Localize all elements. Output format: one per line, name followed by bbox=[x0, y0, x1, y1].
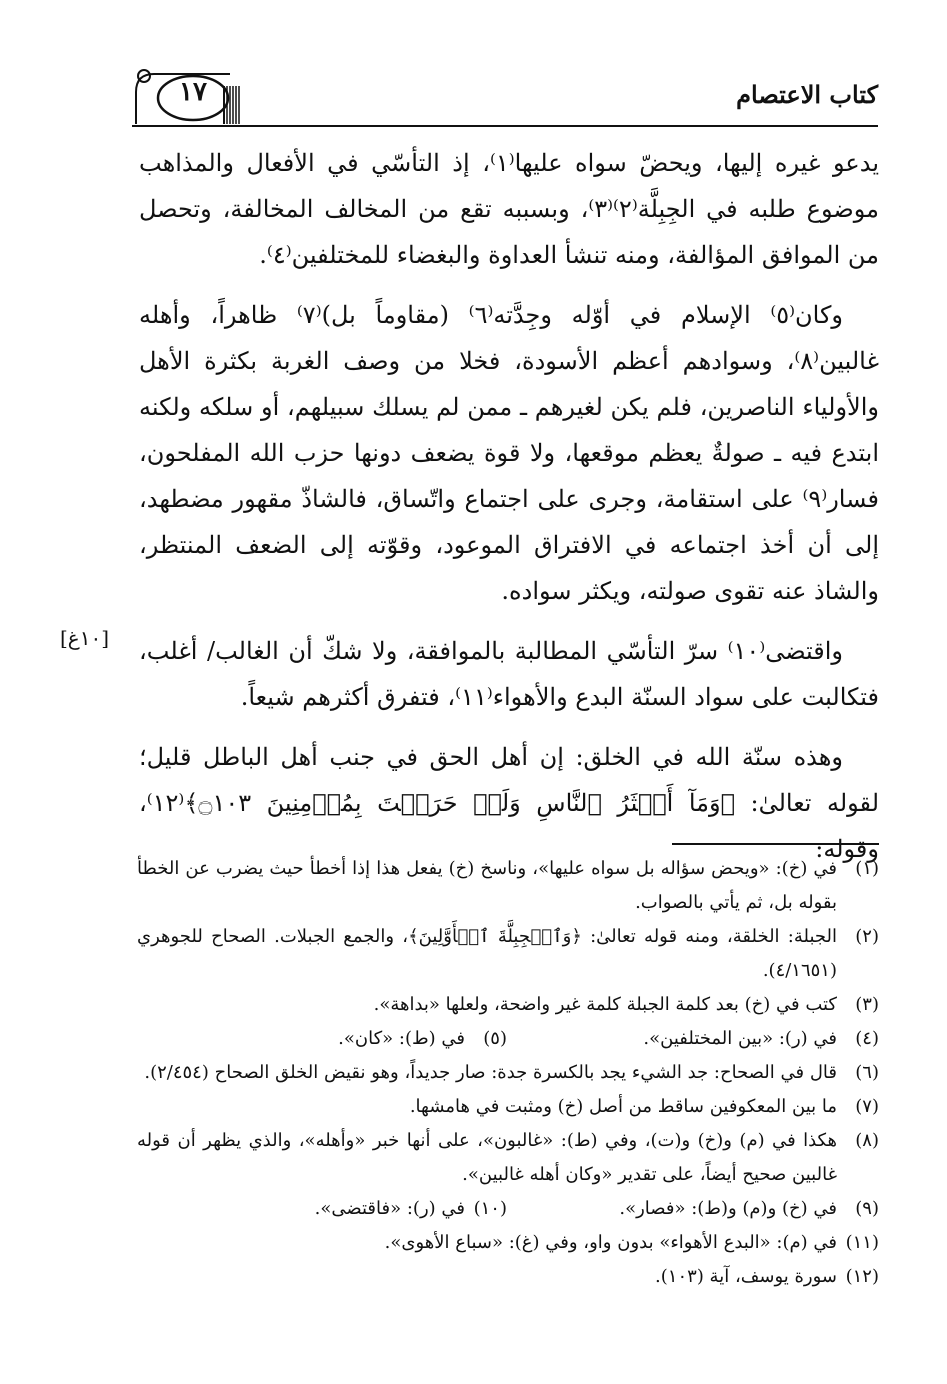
footnote-text: كتب في (خ) بعد كلمة الجبلة كلمة غير واضحة، ولعلها «بداهة». bbox=[373, 994, 837, 1015]
footnote bbox=[137, 988, 879, 1022]
footnote-text: في (ر): «فاقتضى». bbox=[314, 1198, 465, 1219]
footnote-separator bbox=[672, 843, 879, 845]
footnote bbox=[137, 1124, 879, 1192]
footnote-text: في (خ) و(م) و(ط): «فصار». bbox=[619, 1198, 837, 1219]
footnote-row bbox=[137, 1022, 879, 1056]
footnote-text: في (م): «البدع الأهواء» بدون واو، وفي (غ): «سباع الأهوى». bbox=[384, 1232, 837, 1253]
paragraph: وكان⁽٥⁾ الإسلام في أوّله وجِدَّته⁽٦⁾ (مقاوماً بل)⁽٧⁾ ظاهراً، وأهله غالبين⁽٨⁾، وسوادهم أعظم الأسودة، فخلا من وصف الغربة بكثرة الأهل والأولياء الناصرين، فلم يكن لغيرهم ـ ممن لم يسلك سبيلهم، أو سلكه ولكنه ابتدع فيه ـ صولةٌ يعظم موقعها، ولا قوة يضعف دونها حزب الله المفلحون، فسار⁽٩⁾ على استقامة، وجرى على اجتماع واتّساق، فالشاذّ مقهور مضطهد، إلى أن أخذ اجتماعه في الافتراق الموعود، وقوّته إلى الضعف المنتظر، والشاذ عنه تقوى صولته، ويكثر سواده. bbox=[139, 301, 879, 605]
footnote-text: في (ط): «كان». bbox=[338, 1028, 465, 1049]
footnote-number: (١٠) bbox=[473, 1198, 507, 1219]
footnote bbox=[507, 1192, 879, 1226]
footnote bbox=[338, 1022, 507, 1056]
footnote-text: قال في الصحاح: جد الشيء يجد بالكسرة جدة: صار جديداً، وهو نقيض الخلق الصحاح (٢/٤٥٤). bbox=[144, 1062, 837, 1083]
footnote-number: (٨) bbox=[855, 1130, 879, 1151]
footnote-text: في (ر): «بين المختلفين». bbox=[643, 1028, 837, 1049]
book-title: كتاب الاعتصام bbox=[736, 80, 878, 109]
footnote-number: (٢) bbox=[855, 926, 879, 947]
footnote bbox=[137, 1056, 879, 1090]
footnote bbox=[137, 1260, 879, 1294]
footnote-number: (٩) bbox=[855, 1198, 879, 1219]
page-header bbox=[132, 62, 878, 128]
footnote bbox=[507, 1022, 879, 1056]
paragraph: واقتضى⁽١٠⁾ سرّ التأسّي المطالبة بالموافقة، ولا شكّ أن الغالب/ أغلب، فتكالبت على سواد السنّة البدع والأهواء⁽١١⁾، فتفرق أكثرهم شيعاً. bbox=[139, 637, 879, 711]
footnote-number: (٦) bbox=[855, 1062, 879, 1083]
footnotes bbox=[137, 852, 879, 1294]
footnote-number: (١٢) bbox=[845, 1266, 879, 1287]
footnote-text: في (خ): «ويحض سؤاله بل سواه عليها»، وناسخ (خ) يفعل هذا إذا أخطأ حيث يضرب عن الخطأ بقوله بل، ثم يأتي بالصواب. bbox=[137, 858, 837, 913]
page-number: ١٧ bbox=[179, 77, 207, 107]
footnote bbox=[137, 920, 879, 988]
footnote-number: (٧) bbox=[855, 1096, 879, 1117]
footnote-number: (١) bbox=[855, 858, 879, 879]
footnote-number: (١١) bbox=[845, 1232, 879, 1253]
footnote bbox=[137, 1090, 879, 1124]
header-rule bbox=[132, 125, 878, 127]
footnote-number: (٤) bbox=[855, 1028, 879, 1049]
manuscript-folio-marker: [١٠غ] bbox=[60, 626, 110, 650]
footnote bbox=[137, 852, 879, 920]
footnote-text: الجبلة: الخلقة، ومنه قوله تعالىٰ: ﴿وَٱلۡجِبِلَّةَ ٱلۡأَوَّلِينَ﴾، والجمع الجبلات. الصحاح للجوهري (٤/١٦٥١). bbox=[137, 926, 837, 981]
paragraph: وهذه سنّة الله في الخلق: إن أهل الحق في جنب أهل الباطل قليل؛ لقوله تعالىٰ: ﴿وَمَآ أَكۡثَرُ ٱلنَّاسِ وَلَوۡ حَرَصۡتَ بِمُؤۡمِنِينَ ۝١٠٣﴾⁽١٢⁾، وقوله: bbox=[139, 743, 879, 863]
footnote-number: (٣) bbox=[855, 994, 879, 1015]
footnote-number: (٥) bbox=[483, 1028, 507, 1049]
main-text bbox=[139, 140, 879, 886]
footnote bbox=[315, 1192, 507, 1226]
footnote bbox=[137, 1226, 879, 1260]
footnote-text: سورة يوسف، آية (١٠٣). bbox=[655, 1266, 837, 1287]
footnote-row bbox=[137, 1192, 879, 1226]
footnote-text: ما بين المعكوفين ساقط من أصل (خ) ومثبت في هامشها. bbox=[409, 1096, 837, 1117]
paragraph: يدعو غيره إليها، ويحضّ سواه عليها⁽١⁾، إذ التأسّي في الأفعال والمذاهب موضوع طلبه في الجِبِلَّة⁽٢⁾⁽٣⁾، وبسببه تقع من المخالف المخالفة، وتحصل من الموافق المؤالفة، ومنه تنشأ العداوة والبغضاء للمختلفين⁽٤⁾. bbox=[139, 149, 879, 269]
footnote-text: هكذا في (م) و(خ) و(ت)، وفي (ط): «غالبون»، على أنها خبر «وأهله»، والذي يظهر أن قوله غالبين صحيح أيضاً، على تقدير «وكان أهله غالبين». bbox=[137, 1130, 837, 1185]
